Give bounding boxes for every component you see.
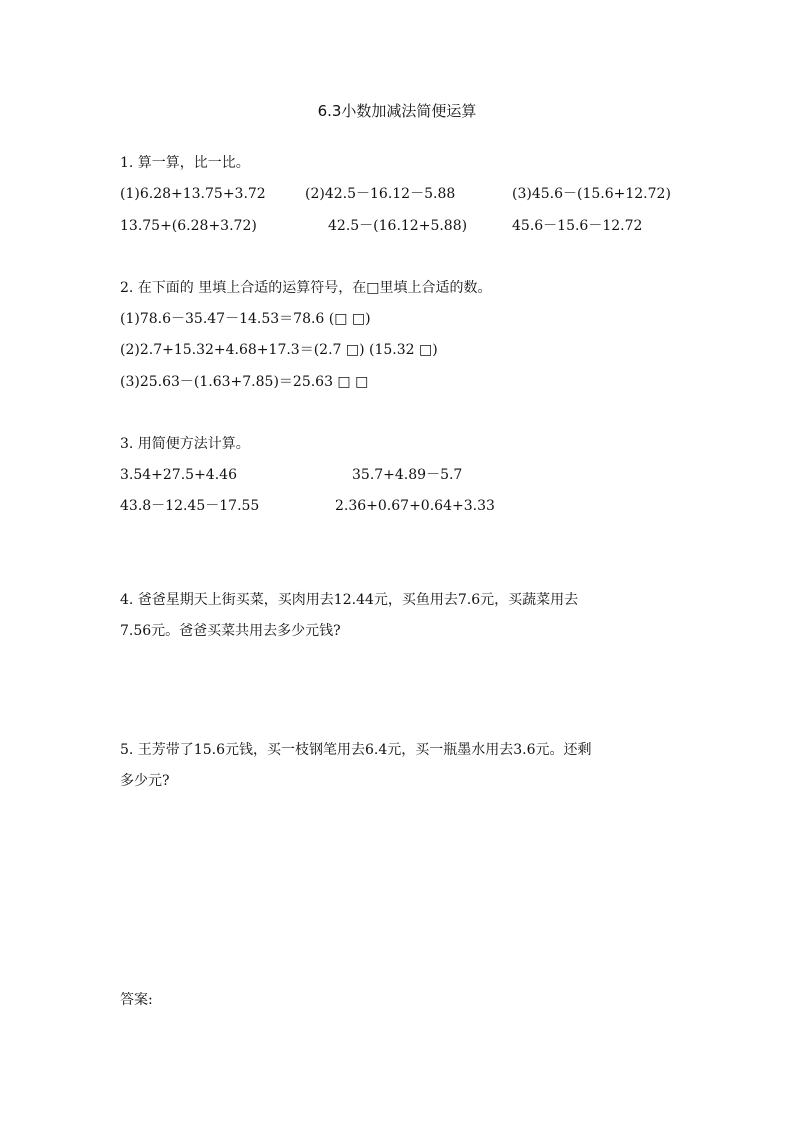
q2-item-3: (3)25.63－(1.63+7.85)＝25.63 □ □ xyxy=(120,374,369,390)
question-5-line-2: 多少元? xyxy=(120,773,170,789)
q1-expr-3b: 45.6－15.6－12.72 xyxy=(512,218,643,234)
question-2-heading: 2. 在下面的 里填上合适的运算符号，在□里填上合适的数。 xyxy=(120,280,492,296)
q3-expr-1: 3.54+27.5+4.46 xyxy=(120,467,237,483)
q3-expr-2: 35.7+4.89－5.7 xyxy=(352,467,463,483)
question-3-heading: 3. 用简便方法计算。 xyxy=(120,436,250,452)
question-1-heading: 1. 算一算，比一比。 xyxy=(120,155,250,171)
q2-item-1: (1)78.6－35.47－14.53＝78.6 (□ □) xyxy=(120,311,371,327)
question-4-line-1: 4. 爸爸星期天上街买菜，买肉用去12.44元，买鱼用去7.6元，买蔬菜用去 xyxy=(120,592,579,608)
question-5-line-1: 5. 王芳带了15.6元钱，买一枝钢笔用去6.4元，买一瓶墨水用去3.6元。还剩 xyxy=(120,742,592,758)
answer-label: 答案: xyxy=(120,992,153,1008)
q1-expr-2a: (2)42.5－16.12－5.88 xyxy=(305,186,456,202)
question-4-line-2: 7.56元。爸爸买菜共用去多少元钱? xyxy=(120,623,341,639)
page-title: 6.3小数加减法简便运算 xyxy=(317,102,477,120)
q1-expr-3a: (3)45.6－(15.6+12.72) xyxy=(512,186,671,202)
q3-expr-4: 2.36+0.67+0.64+3.33 xyxy=(335,498,495,514)
q2-item-2: (2)2.7+15.32+4.68+17.3＝(2.7 □) (15.32 □) xyxy=(120,342,438,358)
q1-expr-1a: (1)6.28+13.75+3.72 xyxy=(120,186,266,202)
q1-expr-1b: 13.75+(6.28+3.72) xyxy=(120,218,257,234)
q3-expr-3: 43.8－12.45－17.55 xyxy=(120,498,260,514)
q1-expr-2b: 42.5－(16.12+5.88) xyxy=(328,218,468,234)
